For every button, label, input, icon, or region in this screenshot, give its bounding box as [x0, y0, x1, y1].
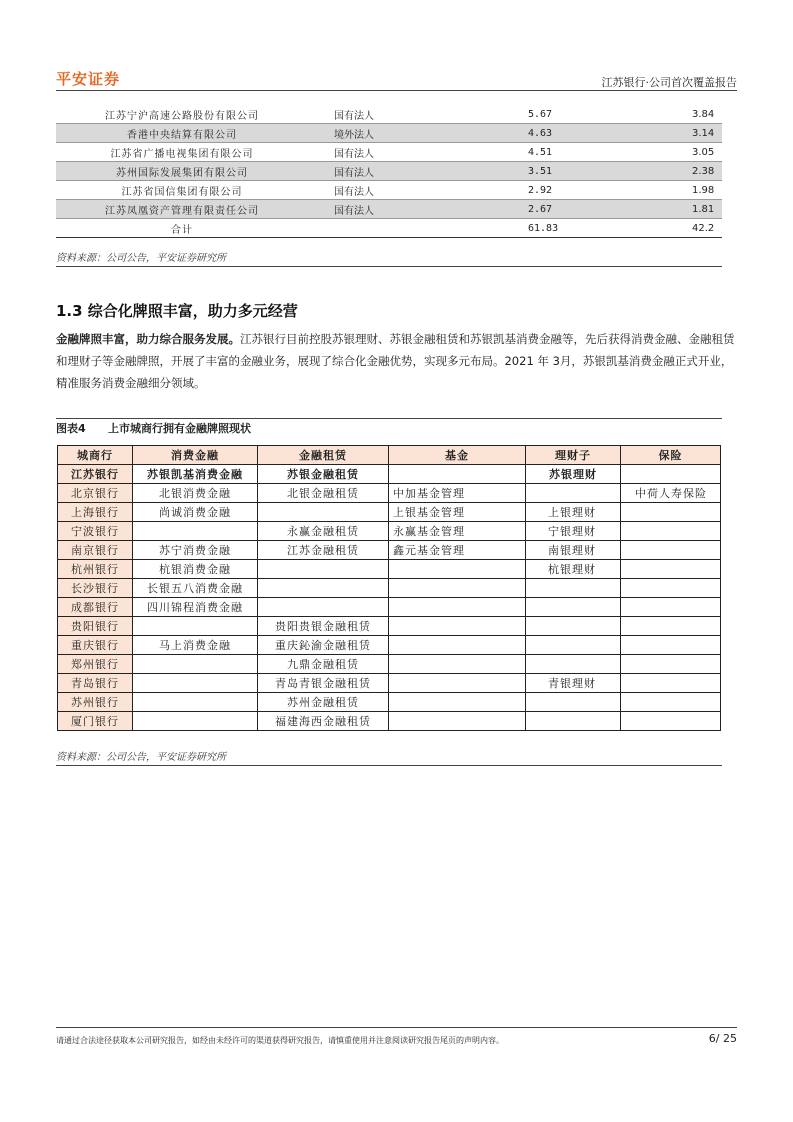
license-cell: 宁银理财 — [526, 522, 621, 541]
page-footer — [56, 1027, 737, 1050]
table-total-row — [56, 219, 722, 238]
bank-name: 贵阳银行 — [58, 617, 133, 636]
brand-logo: 平安证券 — [56, 70, 121, 88]
figure-number: 图表4 — [56, 422, 86, 435]
license-cell: 永赢金融租赁 — [258, 522, 389, 541]
license-cell — [389, 712, 526, 731]
license-cell: 永赢基金管理 — [389, 522, 526, 541]
total-value: 42.2 — [682, 219, 722, 238]
table-row — [56, 124, 722, 143]
figure-title — [56, 418, 722, 439]
license-cell — [621, 655, 721, 674]
shareholder-value: 3.14 — [682, 124, 722, 143]
license-cell — [389, 598, 526, 617]
license-cell — [621, 693, 721, 712]
license-cell — [621, 636, 721, 655]
license-cell — [133, 522, 258, 541]
shareholder-name: 江苏宁沪高速公路股份有限公司 — [56, 105, 308, 124]
shareholder-value: 4.51 — [418, 143, 682, 162]
table-row — [58, 579, 721, 598]
license-cell: 苏银金融租赁 — [258, 465, 389, 484]
license-cell: 贵阳贵银金融租赁 — [258, 617, 389, 636]
license-cell: 青岛青银金融租赁 — [258, 674, 389, 693]
license-table — [57, 445, 721, 731]
bank-name: 重庆银行 — [58, 636, 133, 655]
paragraph-body: 江苏银行目前控股苏银理财、苏银金融租赁和苏银凯基消费金融等，先后获得消费金融、金融租赁和理财子等金融牌照，开展了丰富的金融业务，展现了综合化金融优势，实现多元布局。2021 年 3月，苏银凯基消费金融正式开业，精准服务消费金融细分领域。 — [56, 332, 735, 390]
license-cell — [526, 579, 621, 598]
table-row — [58, 522, 721, 541]
table-row — [58, 655, 721, 674]
total-label: 合计 — [56, 219, 308, 238]
bank-name: 郑州银行 — [58, 655, 133, 674]
license-cell: 苏银凯基消费金融 — [133, 465, 258, 484]
license-cell — [258, 560, 389, 579]
shareholder-table — [56, 105, 722, 238]
shareholder-type: 国有法人 — [308, 143, 418, 162]
license-cell — [133, 617, 258, 636]
license-cell — [389, 579, 526, 598]
column-header: 理财子 — [526, 446, 621, 465]
shareholder-value: 3.84 — [682, 105, 722, 124]
shareholder-type: 国有法人 — [308, 105, 418, 124]
license-cell — [389, 655, 526, 674]
shareholder-type: 国有法人 — [308, 181, 418, 200]
license-cell — [621, 465, 721, 484]
table-row — [58, 560, 721, 579]
page-header — [56, 60, 737, 91]
license-cell: 杭银消费金融 — [133, 560, 258, 579]
column-header: 城商行 — [58, 446, 133, 465]
table-row — [58, 465, 721, 484]
shareholder-value: 2.38 — [682, 162, 722, 181]
license-cell: 马上消费金融 — [133, 636, 258, 655]
shareholder-name: 江苏凤凰资产管理有限责任公司 — [56, 200, 308, 219]
license-cell: 南银理财 — [526, 541, 621, 560]
shareholder-value: 3.51 — [418, 162, 682, 181]
bank-name: 江苏银行 — [58, 465, 133, 484]
shareholder-value: 4.63 — [418, 124, 682, 143]
license-cell: 九鼎金融租赁 — [258, 655, 389, 674]
bank-name: 成都银行 — [58, 598, 133, 617]
column-header: 金融租赁 — [258, 446, 389, 465]
shareholder-value: 5.67 — [418, 105, 682, 124]
disclaimer: 请通过合法途径获取本公司研究报告，如经由未经许可的渠道获得研究报告，请慎重使用并注意阅读研究报告尾页的声明内容。 — [56, 1036, 504, 1045]
table-row — [58, 484, 721, 503]
shareholder-type: 境外法人 — [308, 124, 418, 143]
license-cell: 重庆鈊渝金融租赁 — [258, 636, 389, 655]
table-row — [56, 143, 722, 162]
license-cell — [258, 579, 389, 598]
license-cell: 江苏金融租赁 — [258, 541, 389, 560]
license-cell: 苏银理财 — [526, 465, 621, 484]
bank-name: 青岛银行 — [58, 674, 133, 693]
license-cell — [621, 674, 721, 693]
license-cell — [258, 503, 389, 522]
license-cell — [133, 674, 258, 693]
table-row — [56, 105, 722, 124]
shareholder-name: 苏州国际发展集团有限公司 — [56, 162, 308, 181]
bank-name: 上海银行 — [58, 503, 133, 522]
table-header-row — [58, 446, 721, 465]
license-cell — [621, 598, 721, 617]
license-cell — [621, 579, 721, 598]
license-cell: 杭银理财 — [526, 560, 621, 579]
shareholder-name: 江苏省广播电视集团有限公司 — [56, 143, 308, 162]
license-cell — [621, 522, 721, 541]
total-value: 61.83 — [418, 219, 682, 238]
license-cell — [389, 636, 526, 655]
license-cell — [389, 674, 526, 693]
license-cell — [526, 484, 621, 503]
shareholder-value: 2.67 — [418, 200, 682, 219]
license-cell — [526, 636, 621, 655]
license-cell — [526, 617, 621, 636]
shareholder-name: 江苏省国信集团有限公司 — [56, 181, 308, 200]
shareholder-value: 1.98 — [682, 181, 722, 200]
license-cell: 苏州金融租赁 — [258, 693, 389, 712]
shareholder-type: 国有法人 — [308, 162, 418, 181]
page-number: 6/ 25 — [708, 1032, 737, 1045]
license-cell — [621, 617, 721, 636]
bank-name: 长沙银行 — [58, 579, 133, 598]
license-cell — [389, 465, 526, 484]
license-cell — [526, 712, 621, 731]
report-title: 江苏银行·公司首次覆盖报告 — [601, 76, 737, 89]
table-row — [56, 200, 722, 219]
license-cell — [133, 712, 258, 731]
license-cell: 青银理财 — [526, 674, 621, 693]
license-cell: 北银金融租赁 — [258, 484, 389, 503]
license-cell — [621, 541, 721, 560]
bank-name: 南京银行 — [58, 541, 133, 560]
table-row — [58, 503, 721, 522]
license-cell: 四川锦程消费金融 — [133, 598, 258, 617]
shareholder-value: 1.81 — [682, 200, 722, 219]
license-cell — [133, 655, 258, 674]
table-row — [56, 162, 722, 181]
bank-name: 宁波银行 — [58, 522, 133, 541]
bank-name: 杭州银行 — [58, 560, 133, 579]
license-cell — [258, 598, 389, 617]
license-cell — [526, 655, 621, 674]
column-header: 消费金融 — [133, 446, 258, 465]
license-cell — [389, 560, 526, 579]
license-cell — [621, 560, 721, 579]
table-row — [58, 693, 721, 712]
license-cell: 尚诚消费金融 — [133, 503, 258, 522]
bank-name: 厦门银行 — [58, 712, 133, 731]
license-cell: 上银理财 — [526, 503, 621, 522]
license-cell — [133, 693, 258, 712]
table-row — [58, 541, 721, 560]
license-cell: 上银基金管理 — [389, 503, 526, 522]
license-cell: 中加基金管理 — [389, 484, 526, 503]
section-title: 1.3 综合化牌照丰富，助力多元经营 — [56, 302, 298, 320]
bank-name: 北京银行 — [58, 484, 133, 503]
license-cell — [621, 503, 721, 522]
license-cell: 福建海西金融租赁 — [258, 712, 389, 731]
license-cell — [389, 693, 526, 712]
shareholder-source: 资料来源：公司公告，平安证券研究所 — [56, 249, 722, 267]
table-row — [58, 674, 721, 693]
license-cell — [621, 712, 721, 731]
license-cell: 中荷人寿保险 — [621, 484, 721, 503]
license-cell: 北银消费金融 — [133, 484, 258, 503]
total-empty — [308, 219, 418, 238]
table-row — [58, 617, 721, 636]
section-paragraph — [56, 328, 736, 394]
shareholder-type: 国有法人 — [308, 200, 418, 219]
license-cell — [526, 598, 621, 617]
table-row — [58, 636, 721, 655]
license-cell: 鑫元基金管理 — [389, 541, 526, 560]
license-cell — [526, 693, 621, 712]
license-cell: 苏宁消费金融 — [133, 541, 258, 560]
figure-source: 资料来源：公司公告，平安证券研究所 — [56, 748, 722, 766]
column-header: 保险 — [621, 446, 721, 465]
license-cell — [389, 617, 526, 636]
table-row — [58, 712, 721, 731]
shareholder-value: 3.05 — [682, 143, 722, 162]
table-row — [58, 598, 721, 617]
figure-caption: 上市城商行拥有金融牌照现状 — [108, 422, 251, 435]
paragraph-lead: 金融牌照丰富，助力综合服务发展。 — [56, 332, 240, 346]
license-cell: 长银五八消费金融 — [133, 579, 258, 598]
shareholder-name: 香港中央结算有限公司 — [56, 124, 308, 143]
bank-name: 苏州银行 — [58, 693, 133, 712]
column-header: 基金 — [389, 446, 526, 465]
table-row — [56, 181, 722, 200]
shareholder-value: 2.92 — [418, 181, 682, 200]
